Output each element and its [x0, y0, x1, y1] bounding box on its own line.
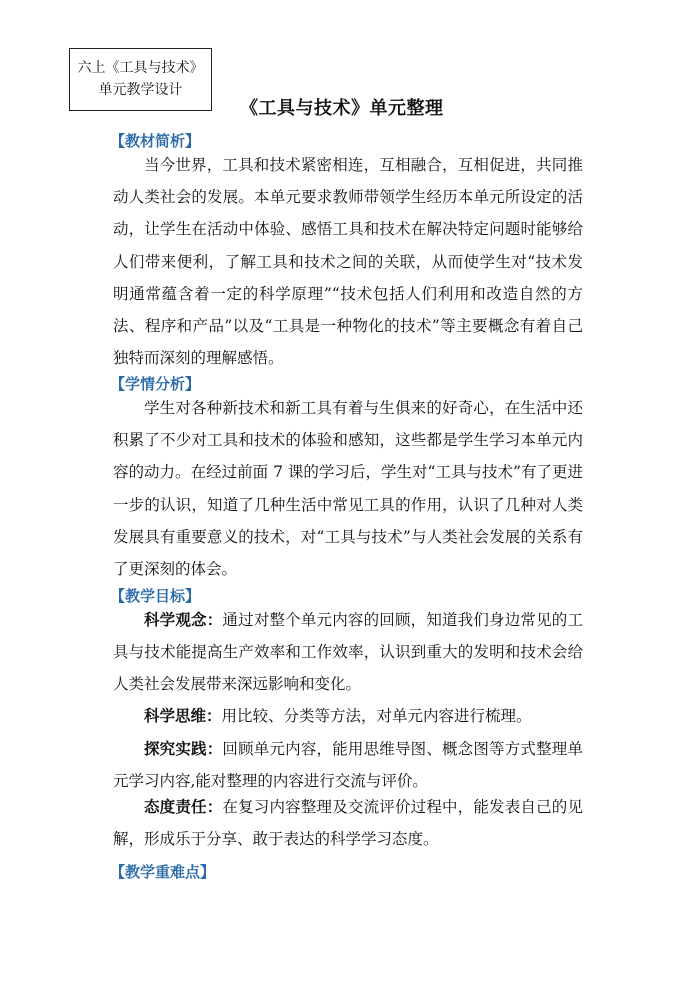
heading-teaching-goals: 【教学目标】 — [110, 587, 201, 605]
unit-label-box — [69, 48, 212, 111]
goal-text: 在复习内容整理及交流评价过程中，能发表自己的见解，形成乐于分享、敢于表达的科学学习态度。 — [113, 798, 583, 848]
goal-label: 科学观念： — [144, 610, 223, 629]
unit-label-line2: 单元教学设计 — [98, 82, 183, 98]
heading-key-difficult-points: 【教学重难点】 — [110, 863, 216, 881]
material-analysis-paragraph: 当今世界，工具和技术紧密相连，互相融合，互相促进，共同推动人类社会的发展。本单元要求教师带领学生经历本单元所设定的活动，让学生在活动中体验、感悟工具和技术在解决特定问题时能够给人们带来便利，了解工具和技术之间的关联，从而使学生对“技术发明通常蕴含着一定的科学原理”“技术包括人们利用和改造自然的方法、程序和产品”以及“工具是一种物化的技术”等主要概念有着自己独特而深刻的理解感悟。 — [113, 156, 583, 368]
goal-text: 回顾单元内容，能用思维导图、概念图等方式整理单元学习内容,能对整理的内容进行交流与评价。 — [113, 740, 583, 790]
goal-inquiry-practice — [113, 733, 583, 797]
heading-material-analysis: 【教材简析】 — [110, 132, 201, 150]
goal-attitude-responsibility — [113, 791, 583, 855]
goal-text: 用比较、分类等方法，对单元内容进行梳理。 — [221, 707, 532, 725]
goal-science-thinking — [113, 700, 583, 732]
goal-label: 态度责任： — [144, 797, 223, 816]
goal-label: 科学思维： — [144, 706, 222, 725]
goal-text: 通过对整个单元内容的回顾，知道我们身边常见的工具与技术能提高生产效率和工作效率，认识到重大的发明和技术会给人类社会发展带来深远影响和变化。 — [113, 611, 583, 693]
student-analysis-paragraph: 学生对各种新技术和新工具有着与生俱来的好奇心，在生活中还积累了不少对工具和技术的体验和感知，这些都是学生学习本单元内容的动力。在经过前面 7 课的学习后，学生对“工具与技术”有了更进一步的认识，知道了几种生活中常见工具的作用，认识了几种对人类发展具有重要意义的技术，对“工具与技术”与人类社会发展的关系有了更深刻的体会。 — [113, 399, 583, 579]
document-title: 《工具与技术》单元整理 — [240, 98, 444, 119]
heading-student-analysis: 【学情分析】 — [110, 375, 201, 393]
goal-label: 探究实践： — [144, 739, 223, 758]
unit-label-line1: 六上《工具与技术》 — [77, 60, 204, 76]
goal-science-concept — [113, 604, 583, 700]
